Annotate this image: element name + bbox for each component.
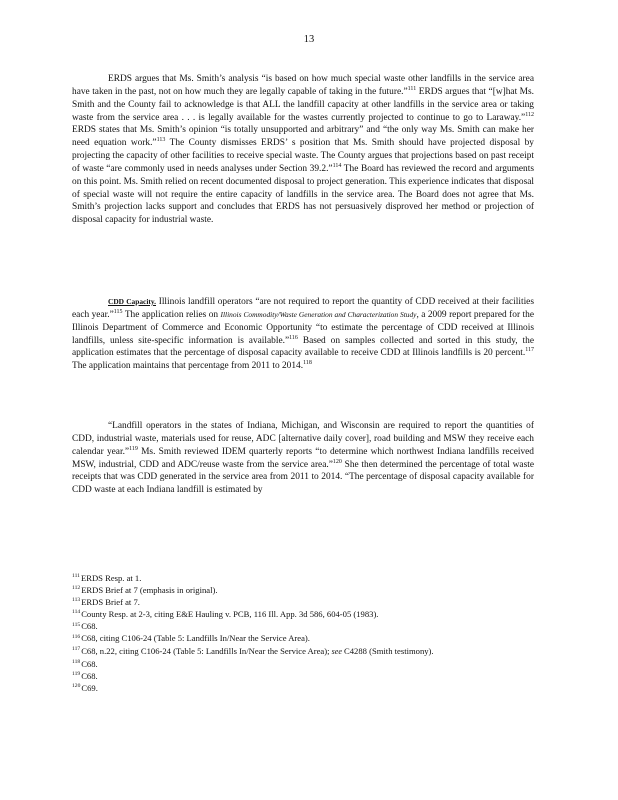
footnote-text: ERDS Resp. at 1. (80, 573, 142, 583)
footnote-text: ERDS Brief at 7 (emphasis in original). (81, 585, 218, 596)
para2-text-a: Illinois landfill operators “are not required to report the quantity of CDD received at their facilities each year.” (72, 297, 534, 320)
footnote (72, 584, 532, 596)
footnote-number: 112 (72, 585, 81, 592)
para2-text-b: The application relies on (124, 309, 219, 320)
footnote-number: 120 (72, 682, 81, 689)
footnote-text: ERDS Brief at 7. (81, 597, 140, 608)
footnote-ref: 118 (303, 360, 312, 367)
para1-text-d: The County dismisses ERDS’ s position that Ms. Smith should have projected disposal by projecting the capacity of other facilities to receive special waste. The County argues that projections based on past receipt of waste “are commonly used in needs analyses under Section 39.2.” (72, 138, 534, 174)
section-heading: CDD Capacity. (108, 297, 156, 306)
para2-text-c: , a 2009 report prepared for the Illinois Department of Commerce and Economic Opportunity “to estimate the percentage of CDD received at Illinois landfills, unless site-specific information is available.” (72, 309, 534, 346)
footnote-ref: 112 (525, 111, 534, 118)
footnote-number: 117 (72, 645, 81, 652)
footnote (72, 645, 532, 658)
footnote-ref: 117 (525, 347, 534, 354)
page-number: 13 (303, 34, 315, 45)
footnote-text: C68. (81, 658, 98, 669)
footnote (72, 572, 532, 584)
footnote (72, 632, 532, 644)
footnote-number: 115 (72, 621, 81, 628)
footnote-text: C68. (81, 621, 98, 632)
paragraph-erds-argument (72, 73, 534, 227)
footnote-ref: 119 (129, 445, 138, 452)
footnote (72, 682, 532, 694)
footnote-ref: 116 (289, 334, 298, 341)
footnote (72, 596, 532, 608)
footnote-ref: 120 (332, 458, 342, 465)
paragraph-other-states (72, 420, 534, 497)
para1-text-b: ERDS argues that “[w]hat Ms. Smith and the County fail to acknowledge is that ALL the landfill capacity at other landfills in the service area or taking waste from the service area . . . is legally available for the wastes currently projected to continue to go to Laraway.” (72, 86, 535, 123)
paragraph-cdd-capacity (72, 296, 534, 373)
para3-text-b: Ms. Smith reviewed IDEM quarterly reports “to determine which northwest Indiana landfills received MSW, industrial, CDD and ADC/reuse waste from the service area.” (72, 446, 534, 470)
see-signal: see (331, 646, 342, 656)
footnote-number: 118 (72, 658, 81, 665)
footnote-ref: 114 (332, 162, 342, 169)
footnote (72, 608, 532, 620)
para3-text-a: “Landfill operators in the states of Indiana, Michigan, and Wisconsin are required to report the quantities of CDD, industrial waste, materials used for reuse, ADC [alternative daily cover], road building and MSW they receive each calendar year.” (72, 421, 534, 457)
footnote-text-continued: C4288 (Smith testimony). (344, 645, 434, 656)
footnote-number: 114 (72, 609, 81, 616)
footnote (72, 670, 532, 682)
para2-text-e: The application maintains that percentage from 2011 to 2014. (72, 361, 304, 372)
footnote-ref: 113 (156, 137, 166, 144)
footnote (72, 620, 532, 632)
footnote (72, 658, 532, 670)
para2-text-d: Based on samples collected and sorted in this study, the application estimates that the percentage of disposal capacity available to receive CDD at Illinois landfills is 20 percent. (72, 335, 535, 359)
para1-text-c: ERDS states that Ms. Smith’s opinion “is totally unsupported and arbitrary” and “the only way Ms. Smith can make her need equation work.” (72, 125, 534, 149)
study-title: Illinois Commodity/Waste Generation and Characterization Study (220, 309, 417, 319)
para1-text-a: ERDS argues that Ms. Smith’s analysis “is based on how much special waste other landfills in the service area have taken in the past, not on how much they are legally capable of taking in the future.” (72, 74, 534, 97)
footnote-number: 113 (72, 597, 81, 604)
footnote-text: County Resp. at 2-3, citing E&E Hauling v. PCB, 116 Ill. App. 3d 586, 604-05 (1983). (81, 609, 379, 620)
footnote-number: 116 (72, 633, 81, 640)
para3-text-c: She then determined the percentage of total waste receipts that was CDD generated in the service area from 2011 to 2014. “The percentage of disposal capacity available for CDD waste at each Indiana landfill is estimated by (72, 459, 534, 496)
footnote-text: C68, citing C106-24 (Table 5: Landfills In/Near the Service Area). (81, 633, 310, 644)
footnote-number: 111 (72, 573, 80, 580)
footnote-text: C68. (81, 670, 98, 681)
footnote-ref: 111 (407, 85, 417, 92)
footnote-ref: 115 (113, 308, 123, 315)
para1-text-e: The Board has reviewed the record and arguments on this point. Ms. Smith relied on recent documented disposal to project generation. This experience indicates that disposal of special waste will not require the entire capacity of landfills in the service area. The Board does not agree that Ms. Smith’s projection lacks support and concludes that ERDS has not persuasively disproved her method or projection of disposal capacity for industrial waste. (72, 163, 534, 226)
footnote-number: 119 (72, 670, 81, 677)
footnote-text: C69. (81, 682, 98, 693)
footnote-text: C68, n.22, citing C106-24 (Table 5: Landfills In/Near the Service Area); (81, 645, 330, 656)
footnotes (72, 572, 532, 694)
